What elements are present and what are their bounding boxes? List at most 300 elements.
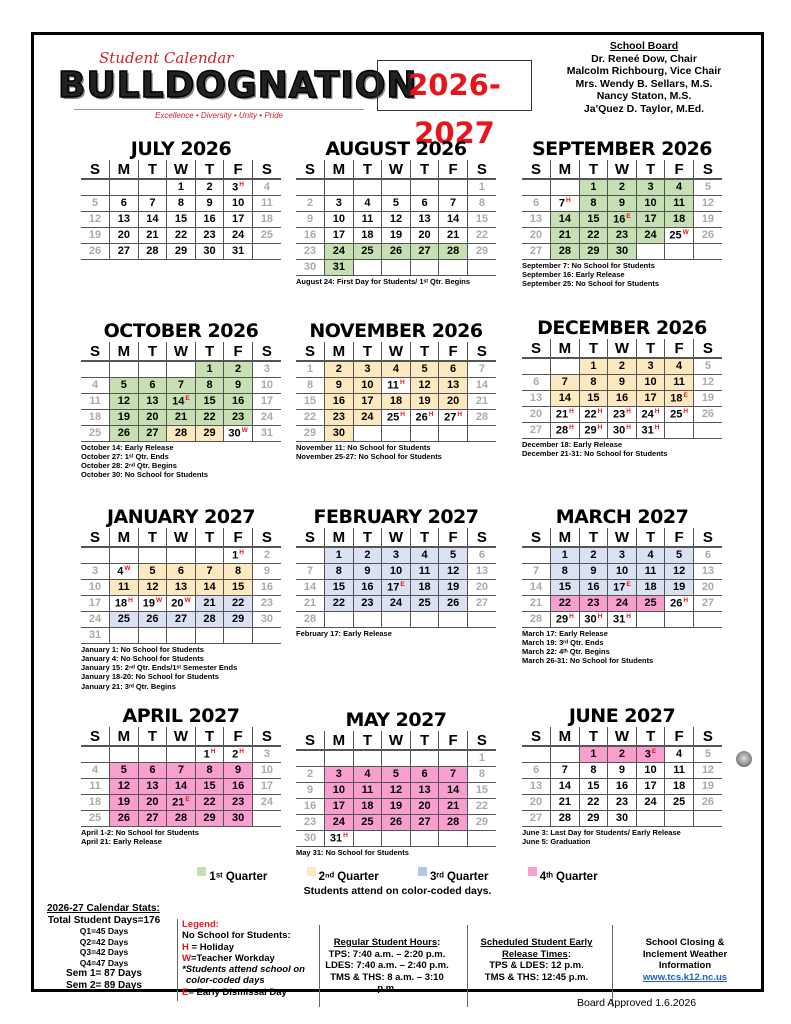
empty-cell: [439, 425, 468, 441]
empty-cell: [467, 425, 496, 441]
day-cell: 19: [81, 227, 110, 243]
week-row: [296, 766, 496, 782]
early-line: TMS & THS: 12:45 p.m.: [484, 971, 589, 983]
empty-cell: [410, 750, 439, 766]
day-cell: 7: [296, 563, 325, 579]
h-key: H: [182, 941, 189, 953]
weekday-header: W: [167, 160, 196, 179]
empty-cell: [439, 611, 468, 627]
week-row: [81, 393, 281, 409]
day-cell: 17: [252, 778, 281, 794]
day-cell: $26^H$: [665, 595, 694, 611]
early-heading-1: Scheduled Student Early: [480, 937, 593, 948]
month-table: [522, 339, 722, 439]
closing-line: Information: [658, 960, 712, 971]
day-cell: 8: [296, 377, 325, 393]
legend-attend-2: color-coded days: [186, 975, 265, 987]
week-row: [522, 211, 722, 227]
day-cell: 23: [296, 814, 325, 830]
empty-cell: [410, 259, 439, 275]
week-row: [522, 563, 722, 579]
h-text: = Holiday: [188, 941, 235, 953]
day-cell: 28: [167, 810, 196, 826]
day-cell: 30: [296, 830, 325, 846]
weekday-header: S: [522, 160, 551, 179]
legend-workday: [182, 953, 312, 964]
day-cell: 13: [138, 778, 167, 794]
day-cell: 21: [467, 393, 496, 409]
empty-cell: [551, 358, 580, 374]
day-cell: 25: [636, 595, 665, 611]
day-cell: 18: [81, 794, 110, 810]
day-cell: 12: [382, 211, 411, 227]
day-cell: 29: [467, 814, 496, 830]
weekday-header: M: [110, 727, 139, 746]
day-cell: 10: [636, 762, 665, 778]
day-cell: 27: [410, 814, 439, 830]
day-cell: $1^H$: [195, 746, 224, 762]
empty-cell: [382, 611, 411, 627]
day-cell: 15: [325, 579, 354, 595]
day-cell: $14^E$: [167, 393, 196, 409]
week-row: [296, 595, 496, 611]
day-cell: 13: [410, 211, 439, 227]
hours-line: TMS & THS: 8 a.m. – 3:10 p.m.: [330, 971, 444, 994]
empty-cell: [138, 746, 167, 762]
day-cell: 23: [353, 595, 382, 611]
weekday-header: T: [195, 727, 224, 746]
weekday-header: F: [439, 731, 468, 750]
day-cell: 20: [522, 227, 551, 243]
week-row: [81, 611, 281, 627]
day-cell: 10: [252, 377, 281, 393]
empty-cell: [693, 810, 722, 826]
day-cell: 6: [138, 762, 167, 778]
day-cell: $21^E$: [167, 794, 196, 810]
month-table: [81, 342, 281, 442]
empty-cell: [138, 547, 167, 563]
day-cell: 2: [296, 766, 325, 782]
day-cell: 22: [551, 595, 580, 611]
day-cell: 9: [608, 762, 637, 778]
day-cell: 15: [551, 579, 580, 595]
week-row: [81, 794, 281, 810]
day-cell: 14: [195, 579, 224, 595]
day-flag: H: [428, 410, 434, 418]
day-cell: 5: [382, 766, 411, 782]
day-cell: 3: [382, 547, 411, 563]
day-cell: 16: [224, 778, 253, 794]
day-cell: 21: [439, 798, 468, 814]
week-row: [522, 243, 722, 259]
empty-cell: [252, 243, 281, 259]
month-title: JULY 2026: [130, 138, 232, 160]
weekday-header: T: [195, 528, 224, 547]
day-cell: $3^H$: [224, 179, 253, 195]
month-table: [81, 727, 281, 827]
empty-cell: [81, 361, 110, 377]
weekday-header: W: [608, 727, 637, 746]
empty-cell: [81, 179, 110, 195]
empty-cell: [665, 422, 694, 438]
day-cell: 14: [167, 778, 196, 794]
regular-hours: [319, 925, 454, 1007]
day-cell: 7: [167, 762, 196, 778]
day-cell: 14: [439, 211, 468, 227]
calendar-stats: [39, 903, 169, 991]
day-cell: 15: [296, 393, 325, 409]
day-cell: 8: [467, 195, 496, 211]
board-member: Ja'Quez D. Taylor, M.Ed.: [583, 102, 705, 115]
month-note: January 1: No School for Students: [81, 644, 204, 654]
day-cell: 11: [252, 195, 281, 211]
day-cell: 7: [138, 195, 167, 211]
logo-brand: BULLDOGNATION: [58, 65, 418, 106]
week-row: [522, 579, 722, 595]
month-notes: [81, 443, 281, 480]
quarter-legend: [34, 867, 761, 883]
week-row: [296, 361, 496, 377]
day-cell: 6: [522, 762, 551, 778]
day-cell: $22^H$: [579, 406, 608, 422]
day-cell: $23^H$: [608, 406, 637, 422]
week-row: [522, 358, 722, 374]
hours-heading-text: Regular Student Hours: [333, 937, 438, 948]
weekday-header: W: [608, 160, 637, 179]
e-text: = Early Dismissal Day: [188, 986, 287, 998]
week-row: [296, 259, 496, 275]
stats-total: Total Student Days=176: [47, 914, 161, 926]
day-cell: 20: [410, 227, 439, 243]
day-cell: 6: [693, 547, 722, 563]
month-title: FEBRUARY 2027: [313, 506, 479, 528]
day-cell: 28: [551, 243, 580, 259]
month-notes: [522, 629, 722, 666]
day-cell: 5: [410, 361, 439, 377]
day-cell: 4: [382, 361, 411, 377]
weekday-header: S: [522, 727, 551, 746]
empty-cell: [325, 611, 354, 627]
day-cell: 30: [195, 243, 224, 259]
day-cell: 9: [325, 377, 354, 393]
week-row: [522, 746, 722, 762]
w-text: =Teacher Workday: [190, 952, 275, 964]
day-cell: 27: [167, 611, 196, 627]
week-row: [296, 425, 496, 441]
day-cell: 21: [138, 227, 167, 243]
day-cell: 24: [325, 814, 354, 830]
day-cell: 13: [110, 211, 139, 227]
empty-cell: [439, 750, 468, 766]
empty-cell: [382, 830, 411, 846]
empty-cell: [382, 425, 411, 441]
day-cell: 16: [608, 390, 637, 406]
day-cell: $19^W$: [138, 595, 167, 611]
day-cell: 29: [167, 243, 196, 259]
day-cell: 22: [195, 409, 224, 425]
legend-holiday: [182, 942, 312, 953]
day-cell: $31^H$: [636, 422, 665, 438]
day-cell: 23: [608, 794, 637, 810]
day-cell: 22: [325, 595, 354, 611]
day-cell: $25^H$: [382, 409, 411, 425]
day-cell: 11: [110, 579, 139, 595]
day-cell: 25: [353, 814, 382, 830]
weekday-header: S: [81, 528, 110, 547]
week-row: [522, 595, 722, 611]
weekday-header: S: [296, 342, 325, 361]
empty-cell: [522, 358, 551, 374]
day-cell: 13: [167, 579, 196, 595]
day-cell: 10: [325, 211, 354, 227]
day-cell: 3: [325, 195, 354, 211]
day-cell: 8: [551, 563, 580, 579]
empty-cell: [665, 243, 694, 259]
day-cell: 5: [693, 358, 722, 374]
empty-cell: [693, 611, 722, 627]
month-note: October 28: 2ⁿᵈ Qtr. Begins: [81, 461, 177, 471]
day-cell: 25: [665, 794, 694, 810]
empty-cell: [382, 259, 411, 275]
weekday-header: T: [579, 727, 608, 746]
day-cell: 29: [579, 810, 608, 826]
day-cell: 3: [252, 361, 281, 377]
month-note: April 21: Early Release: [81, 836, 162, 846]
day-cell: 18: [81, 409, 110, 425]
week-row: [296, 211, 496, 227]
hours-heading: Regular Student Hours:: [333, 937, 441, 948]
empty-cell: [522, 179, 551, 195]
month-note: December 18: Early Release: [522, 439, 623, 449]
graduation-bulldog-icon: [736, 751, 752, 767]
day-cell: 12: [110, 393, 139, 409]
day-flag: H: [597, 423, 603, 431]
week-row: [81, 211, 281, 227]
stats-heading: 2026-27 Calendar Stats:: [47, 903, 160, 914]
day-cell: 30: [325, 425, 354, 441]
day-flag: H: [457, 410, 463, 418]
week-row: [296, 750, 496, 766]
empty-cell: [522, 547, 551, 563]
day-cell: 3: [636, 358, 665, 374]
day-cell: 12: [410, 377, 439, 393]
day-cell: 13: [693, 563, 722, 579]
day-cell: 26: [693, 406, 722, 422]
weekday-header: S: [693, 339, 722, 358]
week-row: [296, 547, 496, 563]
day-cell: 8: [579, 195, 608, 211]
empty-cell: [353, 830, 382, 846]
legend-q3: [418, 871, 489, 883]
day-cell: 23: [224, 409, 253, 425]
day-flag: E: [185, 394, 190, 402]
month-note: November 25-27: No School for Students: [296, 451, 442, 461]
week-row: [522, 810, 722, 826]
day-cell: 2: [195, 179, 224, 195]
month-calendar: [81, 320, 281, 480]
weekday-header: M: [325, 160, 354, 179]
empty-cell: [665, 611, 694, 627]
day-cell: 21: [195, 595, 224, 611]
attend-note: Students attend on color-coded days.: [303, 885, 492, 897]
month-table: [522, 528, 722, 628]
day-cell: 1: [467, 179, 496, 195]
day-cell: 11: [636, 563, 665, 579]
day-cell: 17: [636, 390, 665, 406]
day-cell: 4: [665, 179, 694, 195]
day-cell: 5: [693, 746, 722, 762]
month-note: January 4: No School for Students: [81, 653, 204, 663]
week-row: [81, 810, 281, 826]
week-row: [296, 830, 496, 846]
day-cell: 7: [551, 762, 580, 778]
day-cell: 15: [195, 393, 224, 409]
week-row: [296, 179, 496, 195]
day-cell: 7: [467, 361, 496, 377]
week-row: [81, 425, 281, 441]
weekday-header: F: [665, 528, 694, 547]
empty-cell: [195, 627, 224, 643]
day-flag: H: [239, 747, 244, 755]
q1-swatch-icon: [197, 867, 206, 876]
day-cell: 19: [693, 778, 722, 794]
weekday-header: S: [252, 160, 281, 179]
day-cell: 11: [410, 563, 439, 579]
day-cell: 27: [522, 422, 551, 438]
weekday-header: M: [110, 160, 139, 179]
board-member: Malcolm Richbourg, Vice Chair: [566, 65, 722, 77]
week-row: [81, 563, 281, 579]
weekday-header: F: [665, 339, 694, 358]
weekday-header: F: [439, 342, 468, 361]
month-note: August 24: First Day for Students/ 1ˢᵗ Qtr. Begins: [296, 276, 471, 286]
day-cell: 2: [296, 195, 325, 211]
empty-cell: [110, 547, 139, 563]
month-notes: [81, 645, 281, 691]
week-row: [522, 762, 722, 778]
week-row: [296, 393, 496, 409]
month-notes: [81, 828, 281, 847]
weekday-header: M: [110, 342, 139, 361]
month-table: [81, 160, 281, 260]
empty-cell: [439, 259, 468, 275]
weekday-header: S: [693, 528, 722, 547]
day-cell: 4: [665, 746, 694, 762]
board-member: Mrs. Wendy B. Sellars, M.S.: [575, 77, 713, 90]
day-cell: 1: [579, 358, 608, 374]
empty-cell: [296, 179, 325, 195]
empty-cell: [439, 830, 468, 846]
day-cell: $18^E$: [665, 390, 694, 406]
empty-cell: [296, 750, 325, 766]
day-cell: $29^H$: [551, 611, 580, 627]
day-cell: 25: [81, 810, 110, 826]
empty-cell: [665, 810, 694, 826]
weekday-header: F: [665, 160, 694, 179]
weekday-header: T: [636, 727, 665, 746]
month-calendar: [522, 317, 722, 458]
month-note: October 27: 1ˢᵗ Qtr. Ends: [81, 451, 169, 461]
weekday-header: F: [439, 160, 468, 179]
empty-cell: [167, 547, 196, 563]
week-row: [81, 377, 281, 393]
day-cell: 5: [110, 377, 139, 393]
day-flag: H: [683, 407, 689, 415]
day-cell: 23: [195, 227, 224, 243]
day-cell: 16: [353, 579, 382, 595]
day-cell: 14: [551, 390, 580, 406]
weekday-header: S: [296, 160, 325, 179]
month-calendar: [522, 705, 722, 846]
weekday-header: T: [195, 160, 224, 179]
day-cell: 2: [224, 361, 253, 377]
day-cell: 12: [81, 211, 110, 227]
board-member: Nancy Staton, M.S.: [596, 90, 692, 102]
day-cell: 18: [410, 579, 439, 595]
day-cell: 4: [353, 195, 382, 211]
empty-cell: [636, 611, 665, 627]
week-row: [296, 563, 496, 579]
day-cell: 23: [296, 243, 325, 259]
empty-cell: [410, 179, 439, 195]
empty-cell: [138, 361, 167, 377]
week-row: [81, 746, 281, 762]
day-cell: 13: [522, 390, 551, 406]
weekday-header: S: [693, 727, 722, 746]
month-table: [522, 160, 722, 260]
day-cell: 20: [439, 393, 468, 409]
week-row: [296, 611, 496, 627]
day-cell: 14: [551, 778, 580, 794]
day-cell: $7^H$: [551, 195, 580, 211]
school-year: 2026-2027: [377, 60, 532, 111]
day-cell: 26: [138, 611, 167, 627]
day-cell: 7: [439, 195, 468, 211]
day-cell: 10: [224, 195, 253, 211]
weekday-header: T: [138, 342, 167, 361]
empty-cell: [636, 243, 665, 259]
day-cell: 1: [467, 750, 496, 766]
empty-cell: [110, 361, 139, 377]
day-cell: 17: [81, 595, 110, 611]
day-cell: 23: [608, 227, 637, 243]
day-cell: 6: [167, 563, 196, 579]
month-note: March 26-31: No School for Students: [522, 656, 654, 666]
day-cell: 8: [224, 563, 253, 579]
month-title: NOVEMBER 2026: [309, 320, 483, 342]
day-flag: H: [626, 407, 631, 415]
day-cell: 24: [608, 595, 637, 611]
day-cell: 15: [579, 390, 608, 406]
day-cell: 8: [579, 762, 608, 778]
early-release-times: [467, 925, 605, 1007]
month-note: September 7: No School for Students: [522, 260, 655, 270]
week-row: [81, 579, 281, 595]
district-website-link[interactable]: www.tcs.k12.nc.us: [642, 971, 728, 983]
month-title: SEPTEMBER 2026: [531, 138, 713, 160]
day-cell: 31: [325, 259, 354, 275]
legend-q1: [197, 871, 267, 883]
day-cell: 26: [110, 810, 139, 826]
day-cell: 16: [195, 211, 224, 227]
day-cell: $26^H$: [410, 409, 439, 425]
q2-swatch-icon: [307, 867, 316, 876]
day-cell: 17: [224, 211, 253, 227]
logo-script: Student Calendar: [99, 49, 234, 67]
day-cell: $29^H$: [579, 422, 608, 438]
weekday-header: T: [579, 160, 608, 179]
day-cell: 24: [81, 611, 110, 627]
